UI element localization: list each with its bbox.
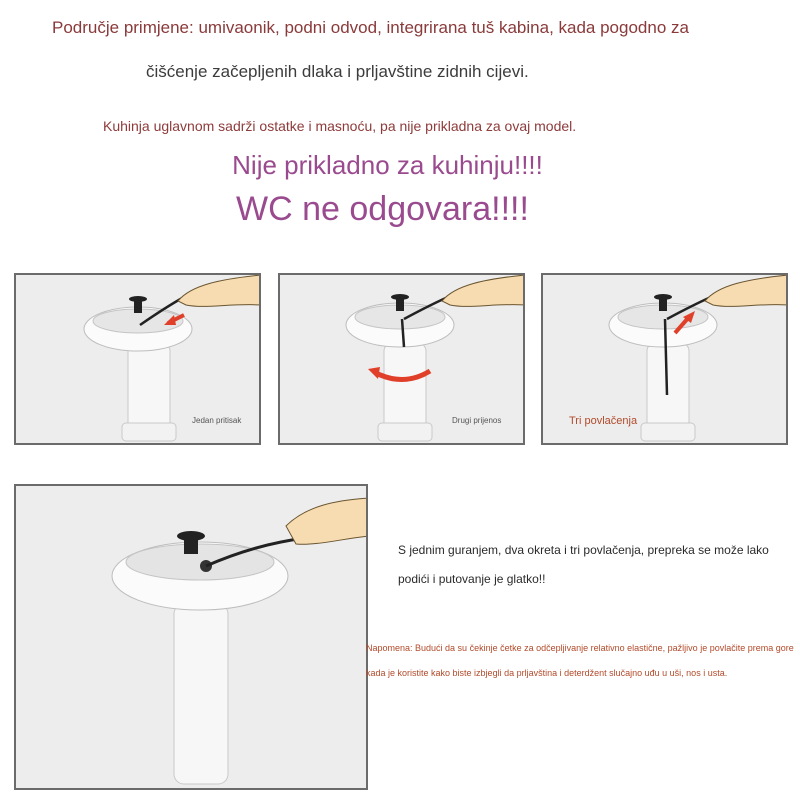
wc-warning: WC ne odgovara!!!! xyxy=(236,190,529,228)
usage-area-text-continued: čišćenje začepljenih dlaka i prljavštine zidnih cijevi. xyxy=(146,62,529,81)
step-panel-rotate xyxy=(278,273,525,445)
usage-description: S jednim guranjem, dva okreta i tri povlačenja, prepreka se može lako podići i putovanje je glatko!! xyxy=(398,543,769,586)
kitchen-note: Kuhinja uglavnom sadrži ostatke i masnoću, pa nije prikladna za ovaj model. xyxy=(103,118,577,134)
kitchen-warning: Nije prikladno za kuhinju!!!! xyxy=(232,150,543,180)
step-panel-push xyxy=(14,273,261,445)
step-caption: Tri povlačenja xyxy=(569,415,638,427)
step-caption: Drugi prijenos xyxy=(452,416,502,425)
safety-note: Napomena: Budući da su čekinje četke za odčepljivanje relativno elastične, pažljivo je povlačite prema gore kada je koristite kako biste izbjegli da prljavština i deterdžent slučajno uđu u uši, nos i usta. xyxy=(366,643,794,678)
step-caption: Jedan pritisak xyxy=(192,416,242,425)
main-illustration-panel xyxy=(14,484,368,790)
usage-area-text: Područje primjene: umivaonik, podni odvod, integrirana tuš kabina, kada pogodno za xyxy=(52,18,689,37)
step-panel-pull xyxy=(541,273,788,445)
sink-large-illustration xyxy=(16,486,368,790)
